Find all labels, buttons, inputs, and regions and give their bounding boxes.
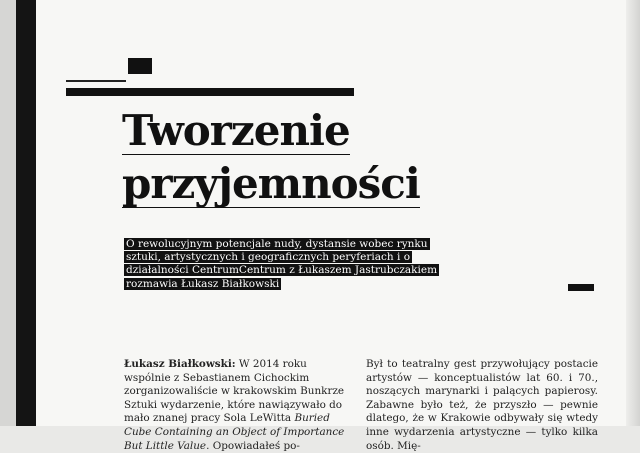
text-column-right <box>366 358 598 453</box>
binding-edge <box>16 0 36 426</box>
decorative-thin-rule <box>66 80 126 82</box>
body-text-continued: Opowiadałeś po- <box>212 439 300 452</box>
title-line-2: przyjemności <box>122 159 420 208</box>
artwork-title: Buried Cube Containing an Object of Importance But Little Value. <box>124 412 345 452</box>
decorative-marker <box>568 284 594 291</box>
paragraph: Był to teatralny gest przywołujący postacie artystów — konceptualistów lat 60. i 70., noszących marynarki i palących papierosy. Zabawne było też, że przyszło — pewnie dlatego, że w Krakowie odbywały się wtedy inne wydarzenia artystyczne — tylko kilka osób. Mię- <box>366 358 598 452</box>
text-column-left <box>124 358 354 453</box>
paragraph <box>124 358 354 453</box>
speaker-name: Łukasz Białkowski: <box>124 358 236 370</box>
page-edge-shadow <box>626 0 640 426</box>
body-text: W 2014 roku wspólnie z Sebastianem Cichockim zorganizowaliście w krakowskim Bunkrze Sztuki wydarzenie, które nawiązywało do mało znanej pracy Sola LeWitta <box>124 358 345 425</box>
decorative-block <box>128 58 152 74</box>
decorative-thick-rule <box>66 88 354 96</box>
lead-text: O rewolucyjnym potencjale nudy, dystansie wobec rynku sztuki, artystycznych i geograficznych peryferiach i o działalności CentrumCentrum z Łukaszem Jastrubczakiem rozmawia Łukasz Białkowski <box>126 238 438 290</box>
title-line-1: Tworzenie <box>122 106 350 155</box>
article-lead <box>124 238 444 291</box>
page-gutter <box>0 0 16 426</box>
article-title <box>122 108 420 208</box>
